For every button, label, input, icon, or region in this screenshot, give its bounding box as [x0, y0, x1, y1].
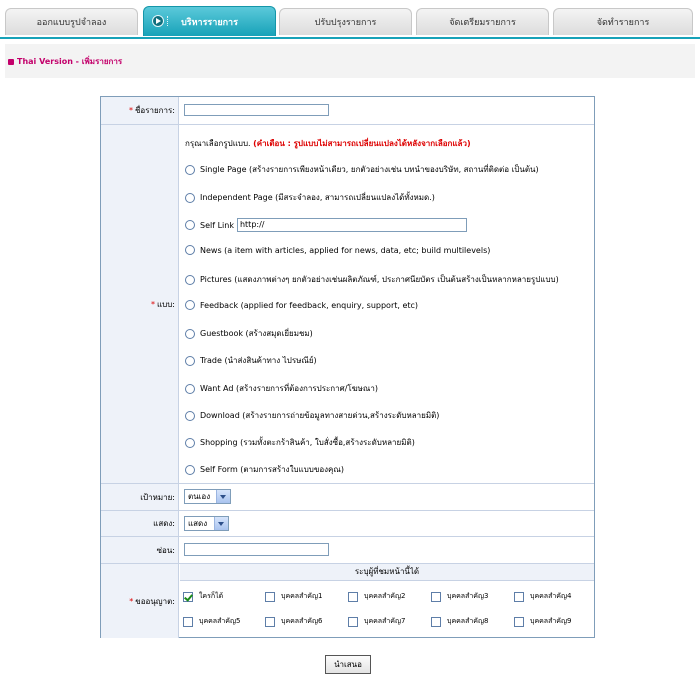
checkbox-label: บุคคลสำคัญ8 [447, 617, 489, 625]
row-item-name [101, 97, 594, 125]
radio-icon[interactable] [185, 300, 195, 310]
add-item-form [100, 96, 595, 638]
option-label: Feedback (applied for feedback, enquiry, support, etc) [200, 300, 419, 310]
permission-label [101, 564, 179, 638]
radio-icon[interactable] [185, 245, 195, 255]
show-cell [180, 511, 594, 536]
radio-icon[interactable] [185, 356, 195, 366]
perm-checkbox-vip2[interactable] [348, 591, 405, 602]
checkbox-label: บุคคลสำคัญ3 [447, 592, 489, 600]
tab-label: ปรับปรุงรายการ [314, 18, 377, 28]
type-option-shopping[interactable] [185, 436, 415, 449]
separator-icon [167, 16, 170, 26]
checkbox-icon[interactable] [265, 592, 275, 602]
row-permission [101, 564, 594, 638]
tab-design-template[interactable] [5, 8, 138, 35]
perm-checkbox-vip9[interactable] [514, 616, 571, 627]
checkbox-icon[interactable] [431, 617, 441, 627]
option-label: Pictures (แสดงภาพต่างๆ ยกตัวอย่างเช่นผลิตภัณฑ์, ประกาศนียบัตร เป็นต้นสร้างเป็นหลากหลายรูปแบบ) [200, 275, 559, 284]
checkbox-icon[interactable] [348, 617, 358, 627]
self-link-input[interactable]: http:// [237, 218, 467, 232]
checkbox-icon[interactable] [183, 617, 193, 627]
type-option-independent-page[interactable] [185, 191, 435, 204]
prompt-text: กรุณาเลือกรูปแบบ. [185, 139, 251, 148]
type-option-pictures[interactable] [185, 273, 559, 286]
tab-label: จัดทำรายการ [596, 18, 650, 28]
item-name-input[interactable] [184, 104, 329, 116]
permission-header: ระบุผู้ที่ชมหน้านี้ได้ [180, 564, 594, 581]
tab-label: ออกแบบรูปจำลอง [36, 18, 107, 28]
target-label: เป้าหมาย: [101, 484, 179, 510]
radio-icon[interactable] [185, 411, 195, 421]
checkbox-icon[interactable] [514, 617, 524, 627]
radio-icon[interactable] [185, 384, 195, 394]
item-type-cell [180, 125, 594, 483]
radio-icon[interactable] [185, 329, 195, 339]
tab-prepare-items[interactable] [416, 8, 549, 35]
option-label: News (a item with articles, applied for news, data, etc; build multilevels) [200, 245, 491, 255]
perm-checkbox-anyone[interactable] [183, 591, 223, 602]
label-text: ชื่อรายการ: [134, 106, 175, 115]
submit-button[interactable]: นำเสนอ [325, 655, 371, 674]
hide-input[interactable] [184, 543, 329, 556]
perm-checkbox-vip4[interactable] [514, 591, 571, 602]
type-option-feedback[interactable] [185, 300, 418, 310]
tab-create-items[interactable] [553, 8, 693, 35]
type-warning: (คำเตือน : รูปแบบไม่สามารถเปลี่ยนแปลงได้หลังจากเลือกแล้ว) [253, 139, 471, 148]
target-select[interactable] [184, 489, 231, 504]
row-target [101, 484, 594, 511]
row-item-type [101, 125, 594, 484]
checkbox-label: บุคคลสำคัญ5 [199, 617, 241, 625]
item-name-cell [180, 97, 594, 124]
type-option-download[interactable] [185, 409, 439, 422]
row-hide [101, 537, 594, 564]
target-cell [180, 484, 594, 510]
tab-label: จัดเตรียมรายการ [449, 18, 516, 28]
hide-label: ซ่อน: [101, 537, 179, 563]
row-show [101, 511, 594, 537]
required-mark: * [128, 106, 133, 115]
checkbox-label: บุคคลสำคัญ2 [364, 592, 406, 600]
perm-checkbox-vip3[interactable] [431, 591, 488, 602]
checkbox-checked-icon[interactable] [183, 592, 193, 602]
required-mark: * [150, 299, 155, 309]
checkbox-label: ใครก็ได้ [199, 592, 224, 600]
breadcrumb [8, 55, 122, 68]
option-label: Guestbook (สร้างสมุดเยี่ยมชม) [200, 329, 313, 338]
radio-icon[interactable] [185, 193, 195, 203]
tab-label: บริหารรายการ [181, 17, 238, 28]
checkbox-icon[interactable] [514, 592, 524, 602]
radio-icon[interactable] [185, 220, 195, 230]
type-option-want-ad[interactable] [185, 382, 378, 395]
tab-update-items[interactable] [279, 8, 412, 35]
type-option-self-link[interactable] [185, 218, 467, 232]
perm-checkbox-vip5[interactable] [183, 616, 240, 627]
checkbox-label: บุคคลสำคัญ1 [281, 592, 323, 600]
radio-icon[interactable] [185, 165, 195, 175]
checkbox-label: บุคคลสำคัญ9 [530, 617, 572, 625]
permission-cell [180, 564, 594, 638]
option-label: Self Link [200, 220, 234, 230]
chevron-down-icon[interactable] [216, 490, 230, 503]
option-label: Single Page (สร้างรายการเพียงหน้าเดียว, ยกตัวอย่างเช่น บทนำของบริษัท, สถานที่ติดต่อ เป็นต้น) [200, 165, 539, 174]
perm-checkbox-vip1[interactable] [265, 591, 322, 602]
type-option-single-page[interactable] [185, 163, 539, 176]
breadcrumb-text: Thai Version - เพิ่มรายการ [17, 57, 123, 66]
option-label: Self Form (ตามการสร้างใบแบบของคุณ) [200, 465, 344, 474]
label-text: ขออนุญาต: [135, 596, 175, 606]
select-value: ตนเอง [188, 492, 211, 501]
select-value: แสดง [188, 519, 208, 528]
type-option-news[interactable] [185, 245, 490, 255]
tab-underline [0, 37, 700, 39]
checkbox-icon[interactable] [431, 592, 441, 602]
required-mark: * [129, 596, 134, 606]
checkbox-label: บุคคลสำคัญ7 [364, 617, 406, 625]
checkbox-icon[interactable] [348, 592, 358, 602]
show-select[interactable] [184, 516, 229, 531]
option-label: Trade (นำส่งสินค้าทาง ไปรษณีย์) [200, 356, 317, 365]
type-option-trade[interactable] [185, 354, 317, 367]
label-text: แบบ: [156, 299, 175, 309]
bullet-icon [8, 59, 14, 65]
type-option-self-form[interactable] [185, 463, 344, 476]
item-name-label [101, 97, 179, 124]
radio-icon[interactable] [185, 438, 195, 448]
checkbox-icon[interactable] [265, 617, 275, 627]
checkbox-label: บุคคลสำคัญ6 [281, 617, 323, 625]
perm-checkbox-vip7[interactable] [348, 616, 405, 627]
radio-icon[interactable] [185, 275, 195, 285]
option-label: Want Ad (สร้างรายการที่ต้องการประกาศ/โฆษณา) [200, 384, 378, 393]
play-icon [152, 15, 164, 27]
option-label: Download (สร้างรายการถ่ายข้อมูลทางสายด่วน,สร้างระดับหลายมิติ) [200, 411, 440, 420]
type-option-guestbook[interactable] [185, 327, 313, 340]
breadcrumb-bar [5, 44, 695, 78]
show-label: แสดง: [101, 511, 179, 536]
perm-checkbox-vip6[interactable] [265, 616, 322, 627]
item-type-label [101, 125, 179, 483]
checkbox-label: บุคคลสำคัญ4 [530, 592, 572, 600]
option-label: Shopping (รวมทั้งตะกร้าสินค้า, ใบสั่งซื้อ,สร้างระดับหลายมิติ) [200, 438, 415, 447]
type-prompt [185, 137, 471, 150]
chevron-down-icon[interactable] [214, 517, 228, 530]
radio-icon[interactable] [185, 465, 195, 475]
option-label: Independent Page (มีสระจำลอง, สามารถเปลี่ยนแปลงได้ทั้งหมด.) [200, 193, 435, 202]
perm-checkbox-vip8[interactable] [431, 616, 488, 627]
hide-cell [180, 537, 594, 563]
tab-manage-items[interactable] [143, 6, 276, 36]
top-tab-bar [0, 8, 700, 38]
